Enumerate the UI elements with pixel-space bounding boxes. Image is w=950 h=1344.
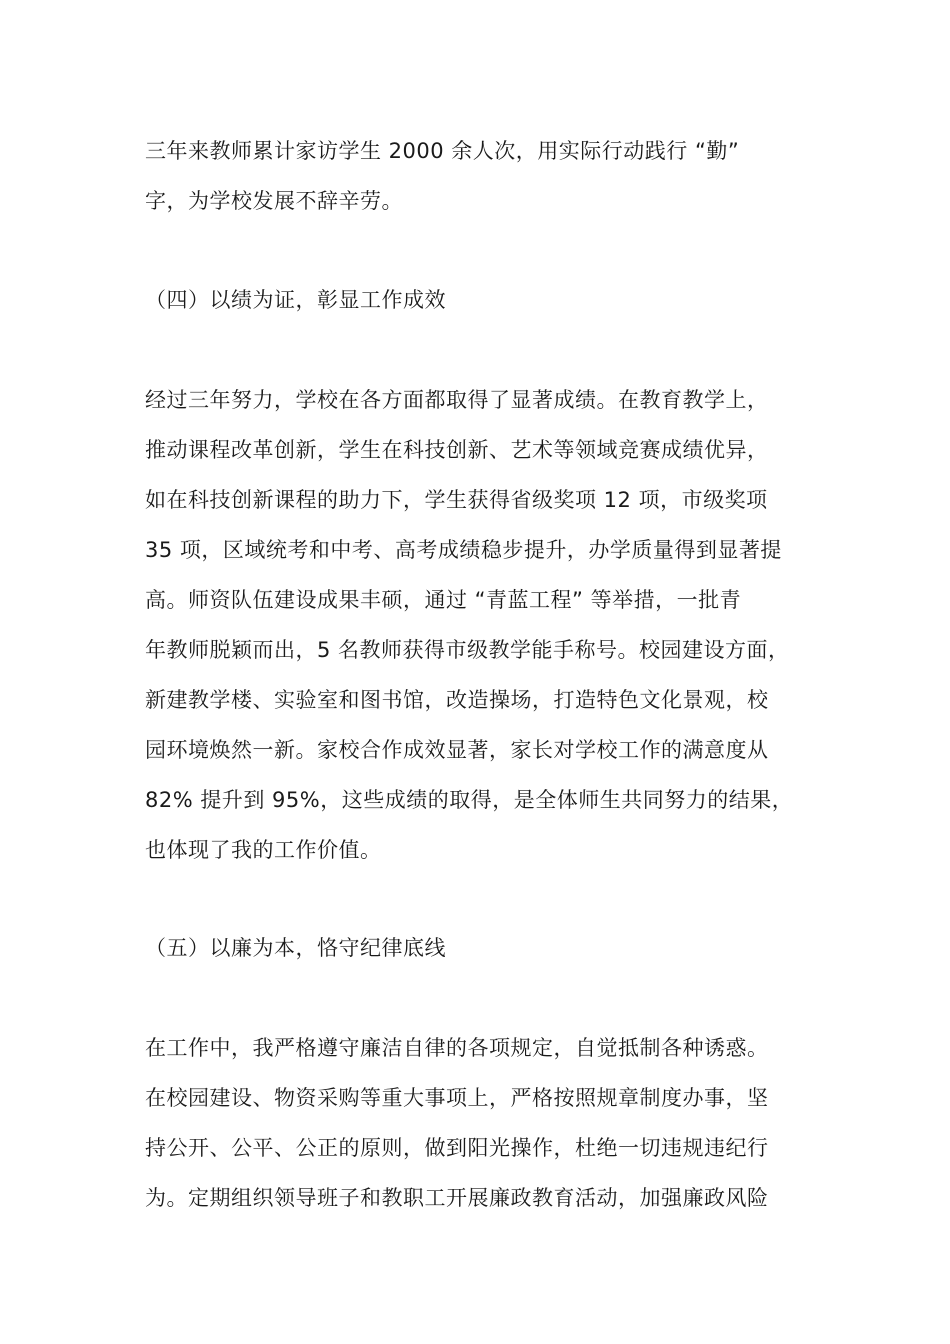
paragraph-line: 高。师资队伍建设成果丰硕，通过 “青蓝工程” 等举措，一批青 [145, 588, 742, 612]
paragraph-line: 也体现了我的工作价值。 [145, 838, 382, 862]
paragraph-line: 如在科技创新课程的助力下，学生获得省级奖项 12 项，市级奖项 [145, 488, 768, 512]
paragraph-line: 三年来教师累计家访学生 2000 余人次，用实际行动践行 “勤” [145, 139, 740, 163]
paragraph-line: 新建教学楼、实验室和图书馆，改造操场，打造特色文化景观，校 [145, 688, 769, 712]
section-heading: （五）以廉为本，恪守纪律底线 [145, 936, 446, 960]
paragraph-line: 年教师脱颖而出，5 名教师获得市级教学能手称号。校园建设方面， [145, 638, 790, 662]
paragraph-line: 经过三年努力，学校在各方面都取得了显著成绩。在教育教学上， [145, 388, 769, 412]
paragraph-line: 35 项，区域统考和中考、高考成绩稳步提升，办学质量得到显著提 [145, 538, 782, 562]
paragraph-line: 推动课程改革创新，学生在科技创新、艺术等领域竞赛成绩优异， [145, 438, 769, 462]
paragraph-line: 持公开、公平、公正的原则，做到阳光操作，杜绝一切违规违纪行 [145, 1136, 769, 1160]
paragraph-line: 园环境焕然一新。家校合作成效显著，家长对学校工作的满意度从 [145, 738, 769, 762]
paragraph-line: 在校园建设、物资采购等重大事项上，严格按照规章制度办事，坚 [145, 1086, 769, 1110]
paragraph-line: 82% 提升到 95%，这些成绩的取得，是全体师生共同努力的结果， [145, 788, 794, 812]
paragraph-line: 为。定期组织领导班子和教职工开展廉政教育活动，加强廉政风险 [145, 1186, 769, 1210]
paragraph-line: 字，为学校发展不辞辛劳。 [145, 189, 403, 213]
section-heading: （四）以绩为证，彰显工作成效 [145, 288, 446, 312]
paragraph-line: 在工作中，我严格遵守廉洁自律的各项规定，自觉抵制各种诱惑。 [145, 1036, 769, 1060]
